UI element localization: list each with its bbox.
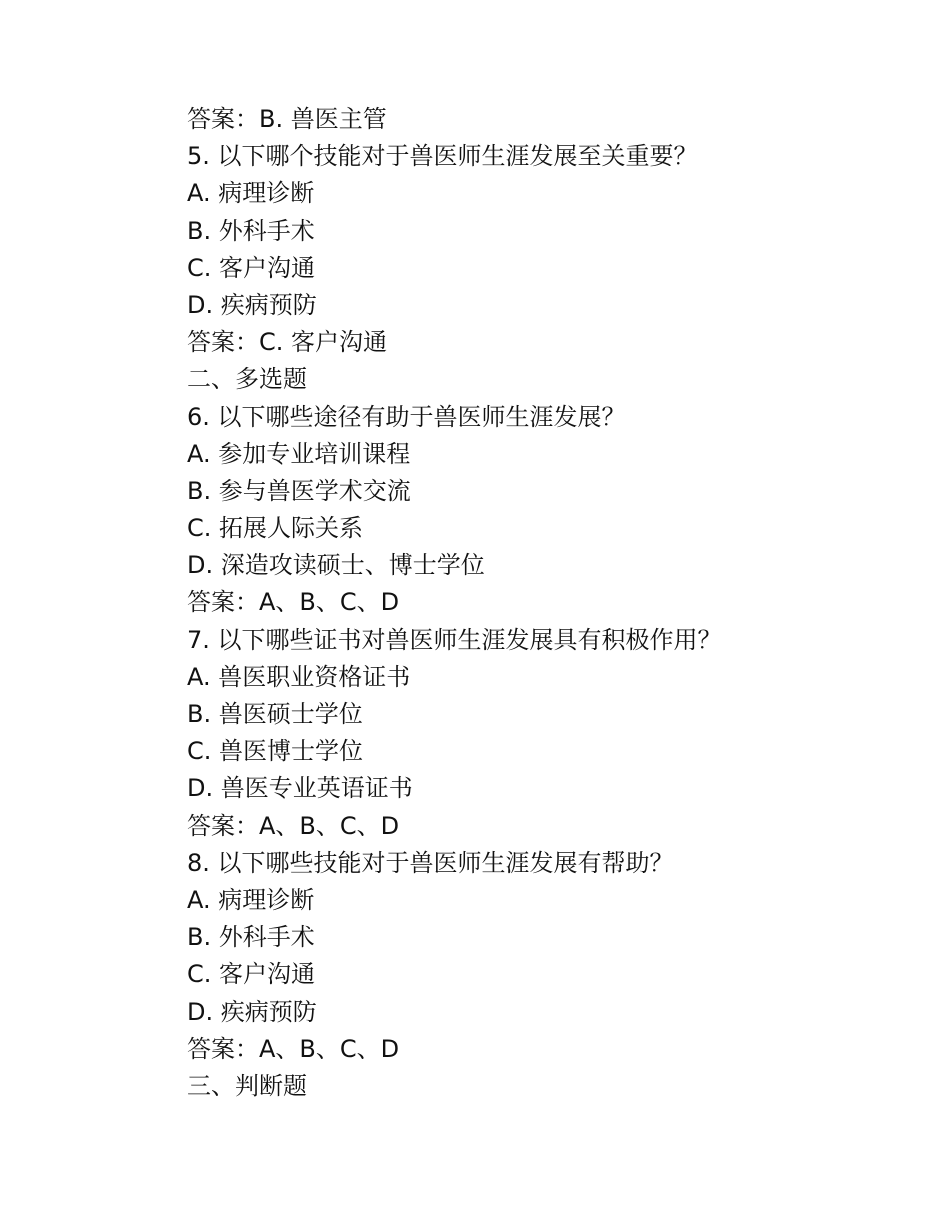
option-line: A. 病理诊断 — [187, 179, 315, 208]
option-line: B. 参与兽医学术交流 — [187, 476, 411, 505]
option-line: B. 外科手术 — [187, 923, 315, 952]
section-heading-true-false: 三、判断题 — [187, 1071, 307, 1100]
option-line: A. 参加专业培训课程 — [187, 439, 411, 468]
option-line: B. 外科手术 — [187, 216, 315, 245]
answer-line: 答案：A、B、C、D — [187, 811, 400, 840]
option-line: C. 拓展人际关系 — [187, 514, 364, 543]
answer-line: 答案：A、B、C、D — [187, 1034, 400, 1063]
question-6: 6. 以下哪些途径有助于兽医师生涯发展？ — [187, 402, 626, 431]
option-line: A. 兽医职业资格证书 — [187, 662, 411, 691]
option-line: C. 客户沟通 — [187, 960, 316, 989]
option-line: D. 疾病预防 — [187, 997, 317, 1026]
document-body — [187, 101, 887, 1105]
option-line: D. 疾病预防 — [187, 290, 317, 319]
option-line: D. 深造攻读硕士、博士学位 — [187, 551, 485, 580]
option-line: C. 客户沟通 — [187, 253, 316, 282]
question-7: 7. 以下哪些证书对兽医师生涯发展具有积极作用？ — [187, 625, 722, 654]
answer-line: 答案：A、B、C、D — [187, 588, 400, 617]
question-8: 8. 以下哪些技能对于兽医师生涯发展有帮助？ — [187, 848, 674, 877]
option-line: C. 兽医博士学位 — [187, 737, 364, 766]
option-line: B. 兽医硕士学位 — [187, 700, 363, 728]
answer-line: 答案：B. 兽医主管 — [187, 105, 387, 133]
option-line: D. 兽医专业英语证书 — [187, 774, 413, 803]
option-line: A. 病理诊断 — [187, 885, 315, 914]
question-5: 5. 以下哪个技能对于兽医师生涯发展至关重要？ — [187, 142, 698, 171]
section-heading-multiple-choice: 二、多选题 — [187, 365, 307, 394]
answer-line: 答案：C. 客户沟通 — [187, 328, 388, 357]
